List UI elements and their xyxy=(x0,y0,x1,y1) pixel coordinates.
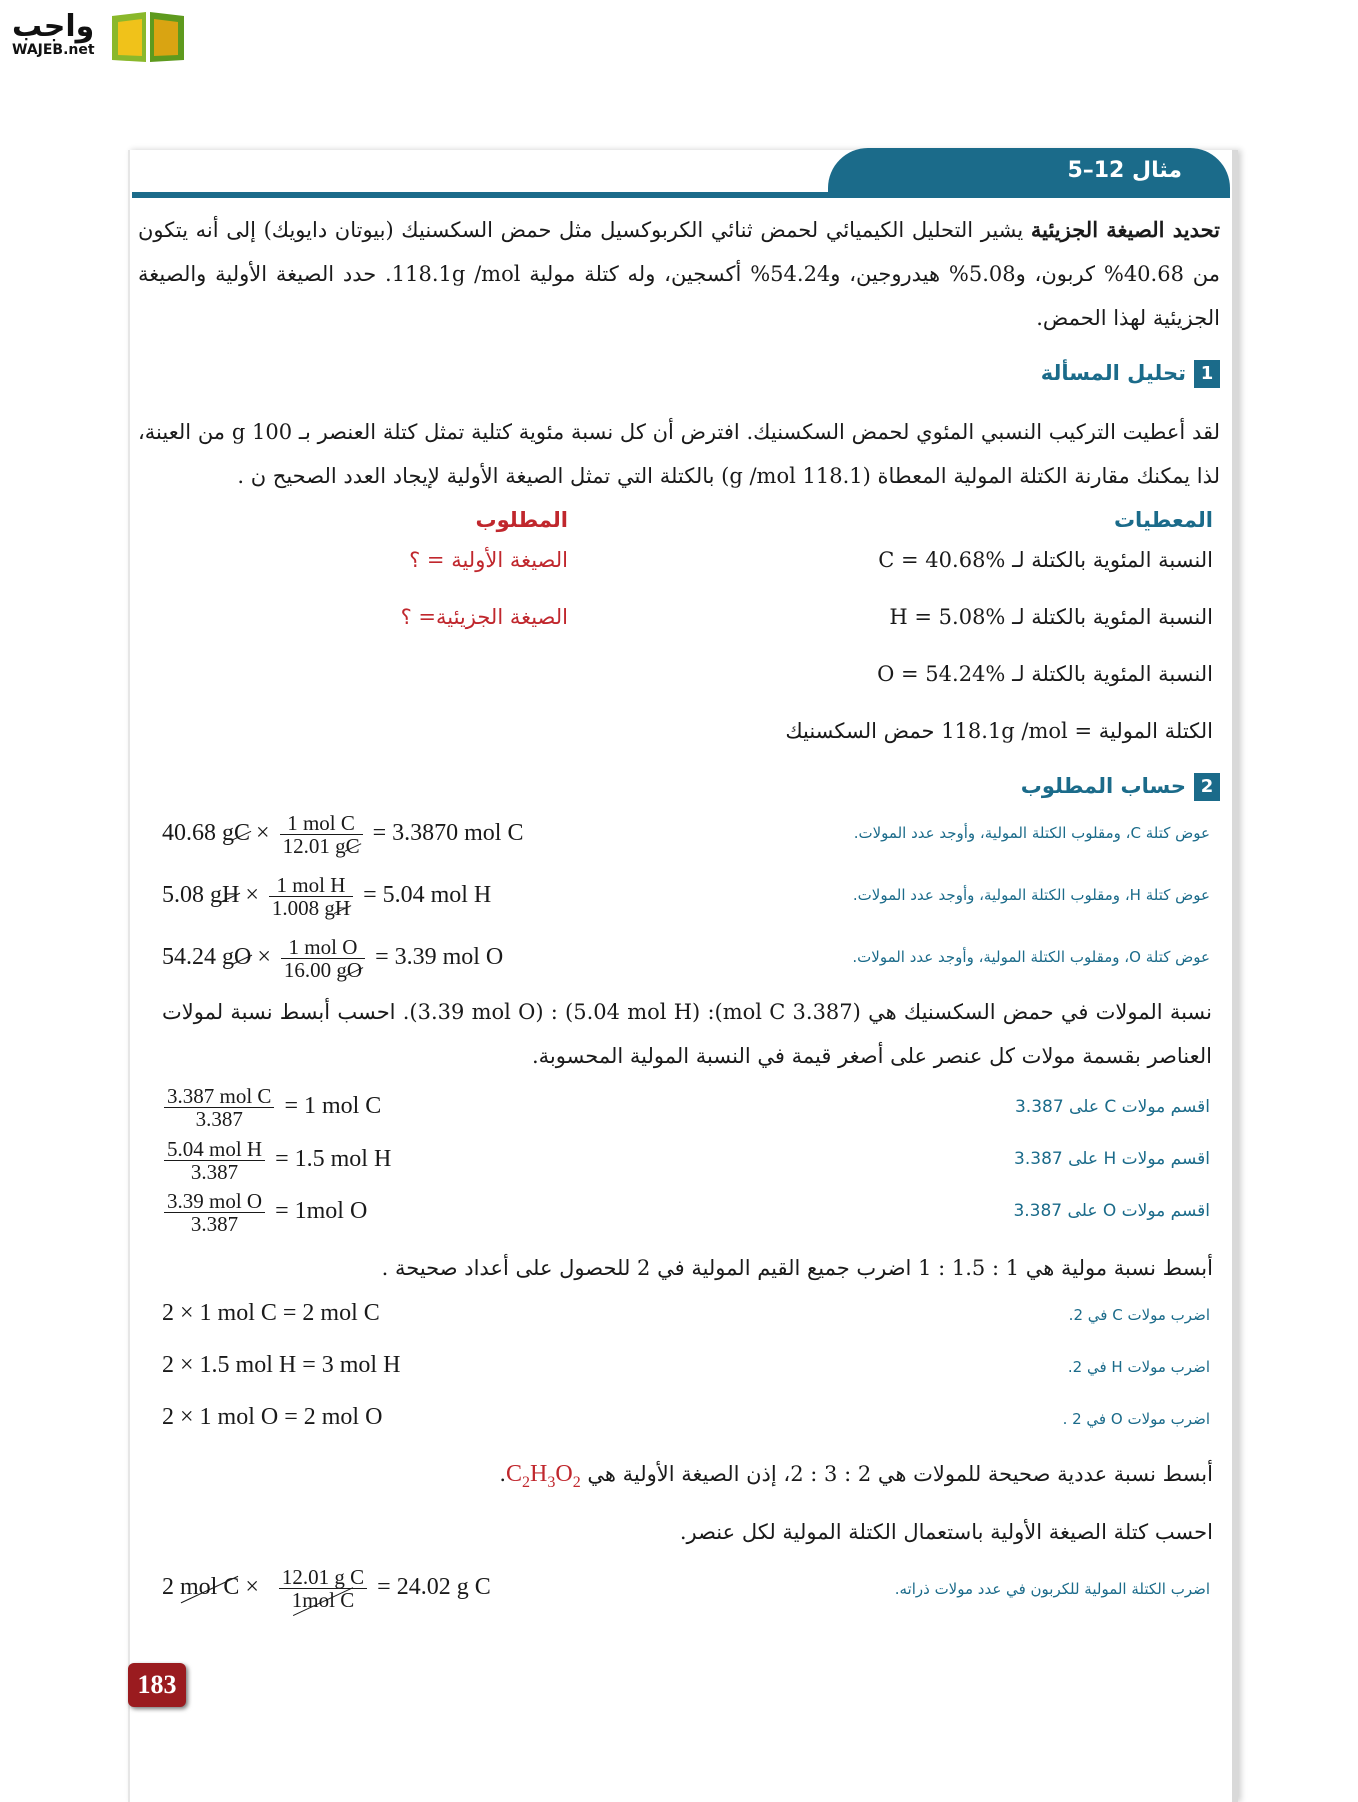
lead-mass: 5.08 g xyxy=(162,882,222,909)
example-tab xyxy=(828,148,1230,196)
cancelled-unit: 1mol C xyxy=(291,1588,355,1612)
step-note: عوض كتلة C، ومقلوب الكتلة المولية، وأوجد عدد المولات. xyxy=(853,824,1210,842)
fraction xyxy=(164,1085,274,1130)
mass-calc-c: 2 mol C × $\frac{\text{12.01 g C}}{\text{1mol C}}$ = 24.02 g C xyxy=(162,1565,491,1612)
moles-calc-h: 5.08 gH × $\frac{\text{1 mol H}}{1.008 gH}$ = 5.04 mol H xyxy=(162,873,492,920)
givens-header: المعطيات xyxy=(1113,508,1213,532)
divide-calc-o xyxy=(160,1190,367,1235)
given-item: النسبة المئوية بالكتلة لـ C = 40.68% xyxy=(878,548,1213,572)
cancelled-unit: H xyxy=(334,896,351,920)
moles-calc-c: 40.68 gC × $\frac{\text{1 mol C}}{12.01 gC}$ = 3.3870 mol C xyxy=(162,811,524,858)
result: = 1.5 mol H xyxy=(275,1146,392,1173)
numerator: 1 mol H xyxy=(269,874,353,897)
divide-calc-h xyxy=(160,1138,391,1183)
result: = 1mol O xyxy=(275,1198,368,1225)
example-title: مثال 12–5 xyxy=(1067,158,1182,183)
step-note: اضرب مولات C في 2. xyxy=(1068,1306,1210,1324)
result: = 24.02 g C xyxy=(377,1574,491,1601)
step-note: اضرب مولات H في 2. xyxy=(1067,1358,1210,1376)
moles-calc-o: 54.24 gO × $\frac{\text{1 mol O}}{16.00 gO}$ = 3.39 mol O xyxy=(162,935,504,982)
step2-title: حساب المطلوب xyxy=(1020,774,1186,798)
book-icon xyxy=(108,8,188,66)
simplest-ratio-paragraph: أبسط نسبة مولية هي 1 : 1.5 : 1 اضرب جميع القيم المولية في 2 للحصول على أعداد صحيحة . xyxy=(381,1256,1213,1280)
lead-mass: 40.68 g xyxy=(162,820,234,847)
numerator: 1 mol O xyxy=(281,936,365,959)
cancelled-unit: O xyxy=(234,944,252,971)
site-logo[interactable] xyxy=(10,6,190,68)
step-note: اقسم مولات C على 3.387 xyxy=(1014,1097,1210,1117)
unknowns-header: المطلوب xyxy=(475,508,568,532)
lead-value: 2 xyxy=(162,1574,174,1601)
step2-number-badge: 2 xyxy=(1194,773,1220,801)
denominator xyxy=(280,835,363,857)
result: = 5.04 mol H xyxy=(363,882,492,909)
fraction xyxy=(279,1566,367,1611)
step-note: اضرب الكتلة المولية للكربون في عدد مولات ذراته. xyxy=(894,1580,1210,1598)
result: = 1 mol C xyxy=(284,1093,382,1120)
step2-heading xyxy=(1021,773,1220,801)
unknown-item: الصيغة الجزيئية= ؟ xyxy=(400,605,568,629)
step-note: اضرب مولات O في 2 . xyxy=(1062,1410,1210,1428)
fraction xyxy=(164,1190,265,1235)
empirical-formula-paragraph: أبسط نسبة عددية صحيحة للمولات هي 2 : 3 : 2، إذن الصيغة الأولية هي $C_2H_3O_2$. xyxy=(499,1461,1213,1491)
fraction xyxy=(164,1138,265,1183)
logo-latin-text: WAJEB.net xyxy=(12,42,95,58)
step-note: عوض كتلة O، ومقلوب الكتلة المولية، وأوجد عدد المولات. xyxy=(852,948,1210,966)
denominator: 3.387 xyxy=(190,1160,239,1184)
cancelled-unit: C xyxy=(345,834,360,858)
given-item: الكتلة المولية = 118.1g /mol حمض السكسنيك xyxy=(785,719,1213,743)
empirical-formula: $C_2H_3O_2$ xyxy=(506,1461,581,1491)
given-item: النسبة المئوية بالكتلة لـ O = 54.24% xyxy=(877,662,1213,686)
fraction xyxy=(269,874,353,919)
step1-paragraph xyxy=(138,410,1220,498)
numerator: 5.04 mol H xyxy=(164,1138,265,1161)
cancelled-unit: C xyxy=(234,820,251,847)
step-note: اقسم مولات O على 3.387 xyxy=(1013,1201,1210,1221)
fraction xyxy=(281,936,365,981)
multiply-calc-o: 2 × 1 mol O = 2 mol O xyxy=(162,1404,383,1430)
step1-heading xyxy=(1041,360,1220,388)
denominator-value: 16.00 g xyxy=(283,958,347,982)
multiply-calc-c: 2 × 1 mol C = 2 mol C xyxy=(162,1300,380,1326)
formula-text: أبسط نسبة عددية صحيحة للمولات هي 2 : 3 : 2، إذن الصيغة الأولية هي xyxy=(580,1462,1213,1486)
logo-arabic-text: واجب xyxy=(12,9,95,44)
step1-title: تحليل المسألة xyxy=(1040,361,1186,385)
intro-bold-lead: تحديد الصيغة الجزيئية xyxy=(1030,217,1220,242)
denominator: 3.387 xyxy=(195,1107,243,1131)
cancelled-unit: O xyxy=(346,958,363,982)
numerator: 3.39 mol O xyxy=(164,1190,265,1213)
given-item: النسبة المئوية بالكتلة لـ H = 5.08% xyxy=(889,605,1213,629)
fraction xyxy=(280,812,363,857)
numerator: 1 mol C xyxy=(280,812,363,835)
numerator: 3.387 mol C xyxy=(164,1085,274,1108)
mass-paragraph: احسب كتلة الصيغة الأولية باستعمال الكتلة المولية لكل عنصر. xyxy=(679,1520,1213,1544)
cancelled-unit: H xyxy=(222,882,240,909)
page-number: 183 xyxy=(128,1663,186,1707)
denominator xyxy=(279,1589,367,1611)
lead-mass: 54.24 g xyxy=(162,944,234,971)
step1-number-badge: 1 xyxy=(1194,360,1220,388)
intro-text: يشير التحليل الكيميائي لحمض ثنائي الكربوكسيل مثل حمض السكسنيك (بيوتان دايويك) إلى أنه يتكون من 40.68% كربون، و5.08% هيدروجين، و54.24% أكسجين، وله كتلة مولية 118.1g /mol. حدد الصيغة الأولية والصيغة الجزيئية لهذا الحمض. xyxy=(138,218,1220,330)
denominator: 3.387 xyxy=(190,1212,239,1236)
step1-text: لقد أعطيت التركيب النسبي المئوي لحمض السكسنيك. افترض أن كل نسبة مئوية كتلية تمثل كتلة العنصر بـ 100 g من العينة، لذا يمكنك مقارنة الكتلة المولية المعطاة (118.1 g /mol) بالكتلة التي تمثل الصيغة الأولية لإيجاد العدد الصحيح ن . xyxy=(138,420,1220,488)
denominator xyxy=(269,897,353,919)
result: = 3.39 mol O xyxy=(375,944,504,971)
divide-calc-c xyxy=(160,1085,381,1130)
denominator-value: 12.01 g xyxy=(282,834,346,858)
numerator: 12.01 g C xyxy=(279,1566,367,1589)
cancelled-unit: mol C xyxy=(180,1574,240,1601)
result: = 3.3870 mol C xyxy=(372,820,524,847)
intro-paragraph xyxy=(138,208,1220,340)
step-note: اقسم مولات H على 3.387 xyxy=(1014,1149,1210,1169)
denominator xyxy=(281,959,365,981)
multiply-calc-h: 2 × 1.5 mol H = 3 mol H xyxy=(162,1352,401,1378)
denominator-value: 1.008 g xyxy=(271,896,335,920)
ratio-paragraph: نسبة المولات في حمض السكسنيك هي (3.387 mol C): (5.04 mol H) : (3.39 mol O). احسب أبسط نسبة لمولات العناصر بقسمة مولات كل عنصر على أصغر قيمة في النسبة المولية المحسوبة. xyxy=(162,1000,1212,1068)
unknown-item: الصيغة الأولية = ؟ xyxy=(409,548,568,572)
step-note: عوض كتلة H، ومقلوب الكتلة المولية، وأوجد عدد المولات. xyxy=(852,886,1210,904)
